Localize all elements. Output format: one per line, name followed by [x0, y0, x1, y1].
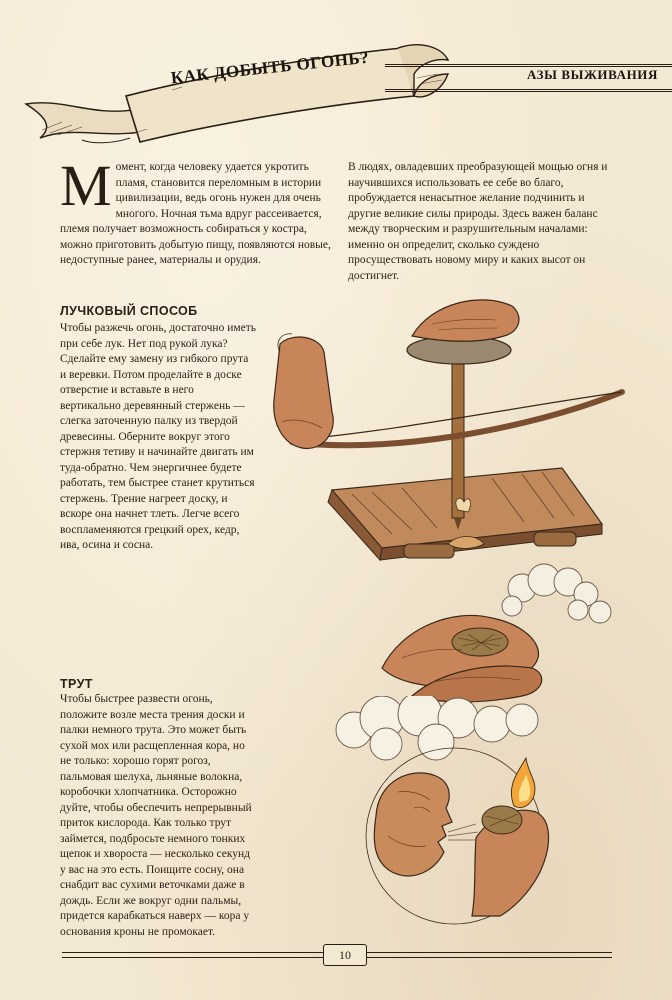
- bow-method-text: Чтобы разжечь огонь, достаточно иметь при себе лук. Нет под рукой лука? Сделайте ему замену из гибкого прута и веревки. Потом проделайте в доске отверстие и вставьте в него вертикально деревянный стержень — слегка заточенную палку из твердой древесины. Оберните вокруг этого стержня тетиву и начинайте двигать им туда-обратно. Чем энергичнее будете работать, тем быстрее станет крутиться стержень. Трение нагреет доску, и вскоре она начнет тлеть. Легче всего воспламеняются грецкий орех, кедр, ива, осина и сосна.: [60, 322, 256, 551]
- page-number: 10: [323, 944, 367, 966]
- bow-method-heading: ЛУЧКОВЫЙ СПОСОБ: [60, 304, 198, 318]
- hands-with-tinder-illustration: [372, 558, 622, 704]
- intro-right-column: В людях, овладевших преобразующей мощью огня и научившихся использовать ее себе во благо, пробуждается ненасытное желание подчинить и другие великие силы природы. Здесь важен баланс между творческим и разрушительным началами: именно он определит, сколько суждено просуществовать новому миру и каких высот он достигнет.: [348, 161, 608, 282]
- tinder-heading: ТРУТ: [60, 677, 93, 691]
- bow-drill-illustration: [262, 272, 634, 572]
- page-title: КАК ДОБЫТЬ ОГОНЬ?: [169, 47, 370, 88]
- drop-cap: М: [60, 153, 112, 218]
- intro-left-text: омент, когда человеку удается укротить пламя, становится переломным в истории цивилизации, ведь огонь нужен для очень многого. Ночная тьма вдруг рассеивается, племя получает возможность собираться у костра, можно приготовить добытую пищу, появляются новые, недоступные ранее, материалы и орудия.: [60, 161, 331, 266]
- intro-left-column: [60, 153, 332, 269]
- section-label: АЗЫ ВЫЖИВАНИЯ: [527, 67, 658, 82]
- face-blowing-tinder-illustration: [326, 696, 626, 926]
- tinder-text: Чтобы быстрее развести огонь, положите возле места трения доски и палки немного трута. Это может быть сухой мох или расщепленная кора, но не только: хорошо горят рогоз, пальмовая шелуха, льняные волокна, коробочки хлопчатника. Осторожно дуйте, чтобы обеспечить непрерывный приток кислорода. Как только трут займется, подбросьте немного тонких щепок и хвороста — несколько секунд у вас на это есть. Поищите сосну, она снабдит вас сухими веточками даже в дождь. Если же вокруг одни пальмы, придется карабкаться наверх — кора у основания кроны не промокает.: [60, 693, 252, 938]
